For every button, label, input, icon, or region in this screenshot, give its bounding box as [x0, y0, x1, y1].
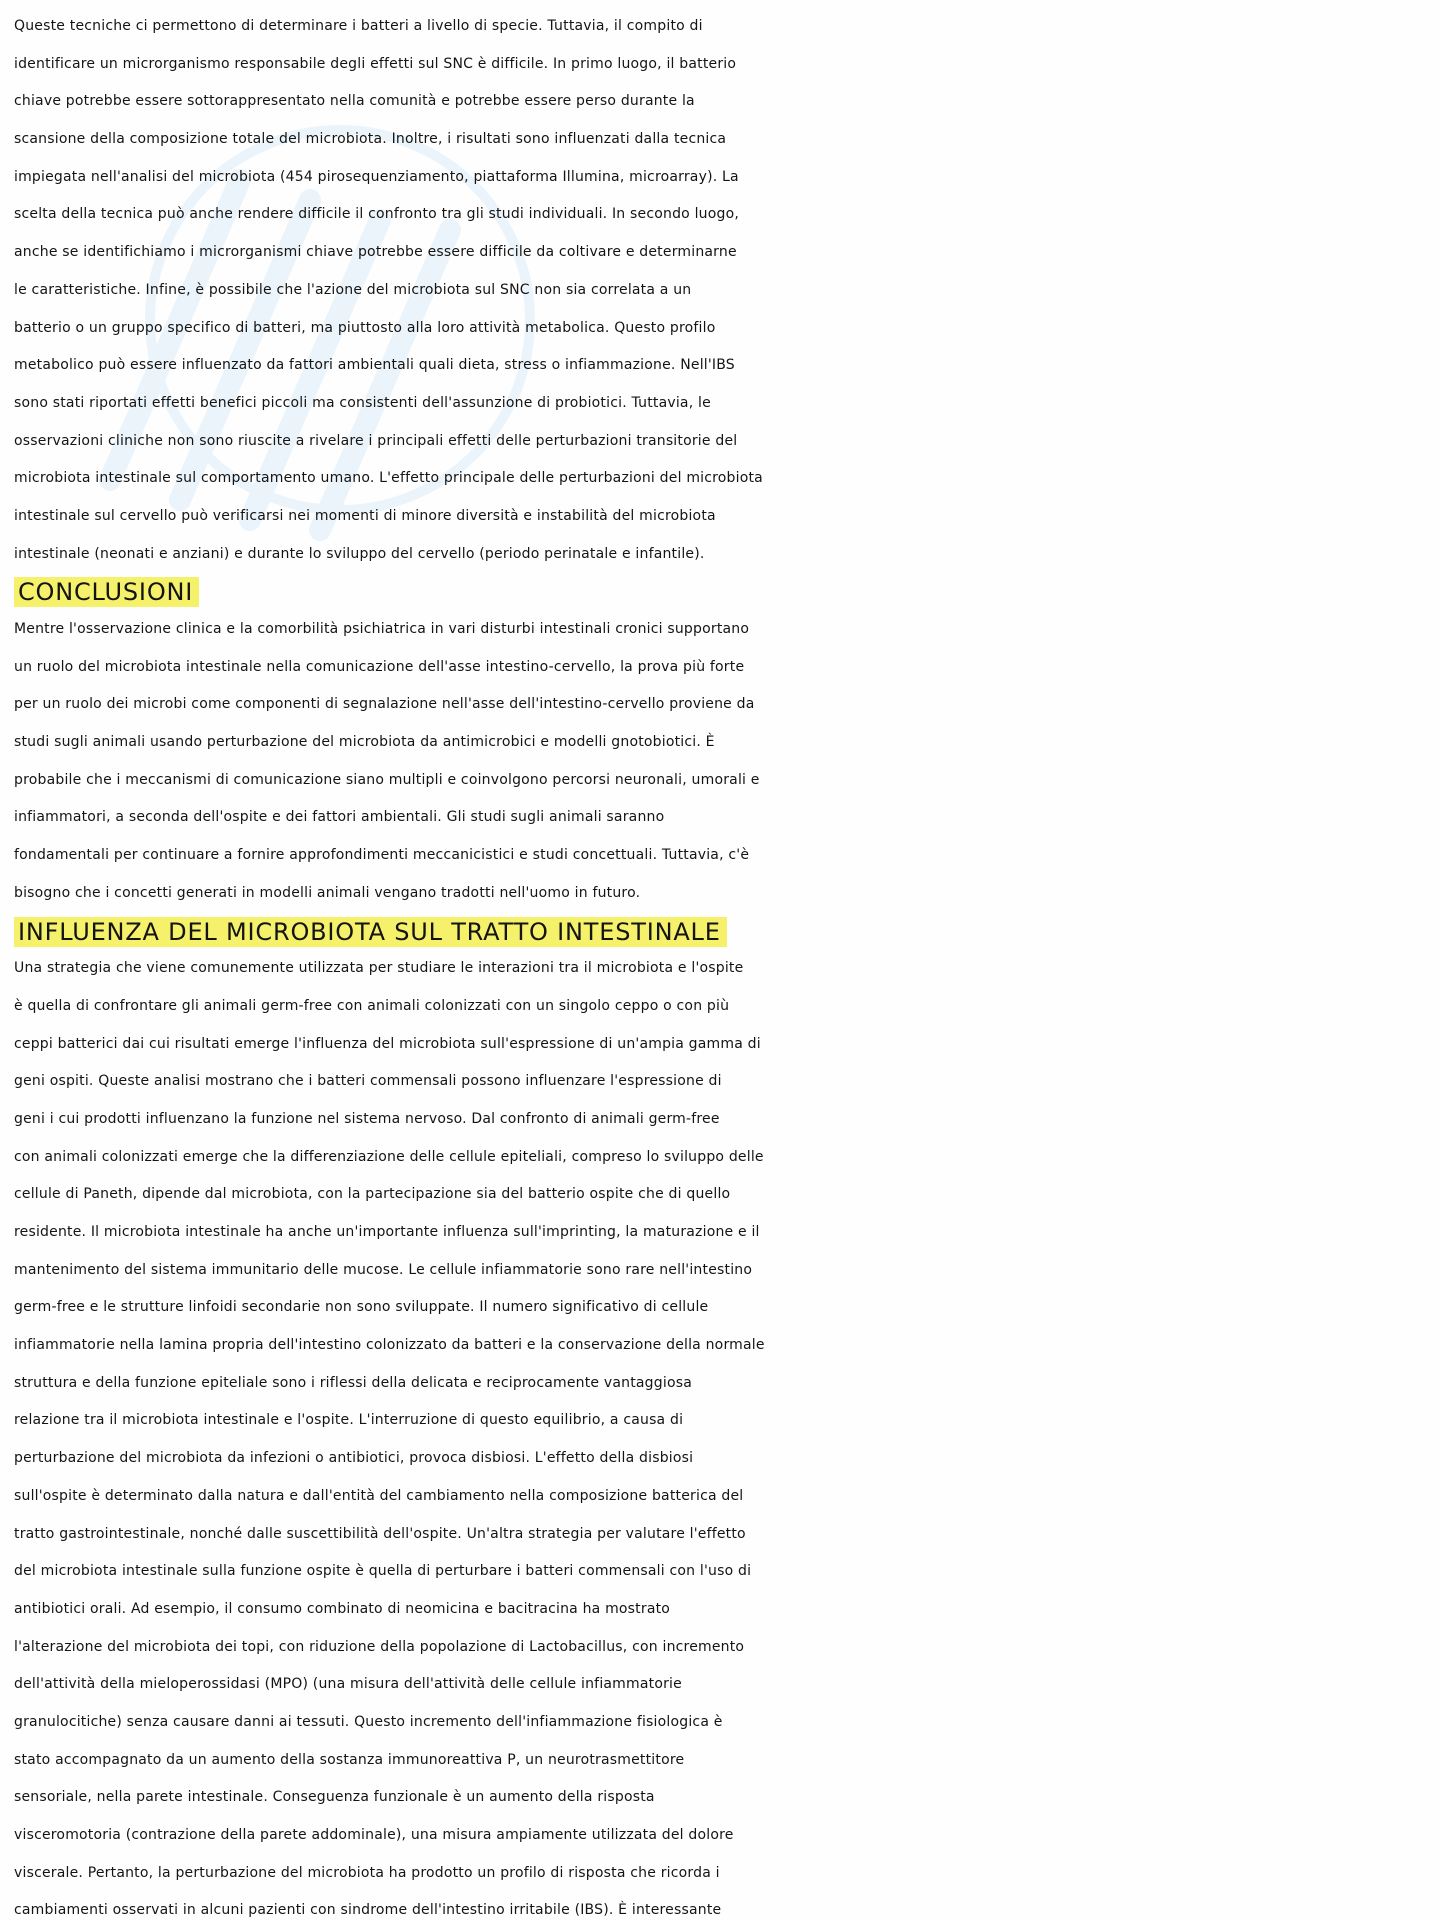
section-heading: CONCLUSIONI [14, 577, 199, 607]
text-line: Mentre l'osservazione clinica e la comorbilità psichiatrica in vari disturbi intestinali cronici supportano [14, 621, 750, 637]
text-line: le caratteristiche. Infine, è possibile che l'azione del microbiota sul SNC non sia correlata a un [14, 281, 692, 298]
text-line: geni ospiti. Queste analisi mostrano che i batteri commensali possono influenzare l'espressione di [14, 1073, 722, 1090]
text-line: un ruolo del microbiota intestinale nella comunicazione dell'asse intestino-cervello, la prova più forte [14, 658, 745, 675]
text-line: infiammatori, a seconda dell'ospite e dei fattori ambientali. Gli studi sugli animali saranno [14, 809, 665, 826]
text-line: identificare un microrganismo responsabile degli effetti sul SNC è difficile. In primo luogo, il batterio [14, 55, 737, 72]
text-line: sensoriale, nella parete intestinale. Conseguenza funzionale è un aumento della risposta [14, 1789, 655, 1806]
text-line: relazione tra il microbiota intestinale e l'ospite. L'interruzione di questo equilibrio, a causa di [14, 1412, 684, 1429]
section-heading-line [14, 913, 1426, 951]
text-line: infiammatorie nella lamina propria dell'intestino colonizzato da batteri e la conservazione della normale [14, 1337, 765, 1354]
text-line: scelta della tecnica può anche rendere difficile il confronto tra gli studi individuali. In secondo luogo, [14, 206, 740, 223]
section-intro [14, 8, 1426, 573]
section-heading: INFLUENZA DEL MICROBIOTA SUL TRATTO INTESTINALE [14, 917, 727, 947]
text-line: Una strategia che viene comunemente utilizzata per studiare le interazioni tra il microbiota e l'ospite [14, 960, 744, 977]
text-line: sull'ospite è determinato dalla natura e dall'entità del cambiamento nella composizione batterica del [14, 1487, 744, 1504]
text-line: anche se identifichiamo i microrganismi chiave potrebbe essere difficile da coltivare e determinarne [14, 244, 737, 261]
text-line: per un ruolo dei microbi come componenti di segnalazione nell'asse dell'intestino-cervello proviene da [14, 696, 755, 713]
text-line: fondamentali per continuare a fornire approfondimenti meccanicistici e studi concettuali. Tuttavia, c'è [14, 847, 750, 864]
text-line: germ-free e le strutture linfoidi secondarie non sono sviluppate. Il numero significativo di cellule [14, 1299, 709, 1316]
section-influenza [14, 913, 1426, 1920]
paragraph [14, 8, 1426, 573]
text-line: stato accompagnato da un aumento della sostanza immunoreattiva P, un neurotrasmettitore [14, 1751, 685, 1768]
text-line: Queste tecniche ci permettono di determinare i batteri a livello di specie. Tuttavia, il compito di [14, 18, 703, 34]
text-line: scansione della composizione totale del microbiota. Inoltre, i risultati sono influenzati dalla tecnica [14, 131, 727, 148]
text-line: intestinale (neonati e anziani) e durante lo sviluppo del cervello (periodo perinatale e infantile). [14, 545, 705, 562]
text-line: l'alterazione del microbiota dei topi, con riduzione della popolazione di Lactobacillus, con incremento [14, 1638, 745, 1655]
text-line: granulocitiche) senza causare danni ai tessuti. Questo incremento dell'infiammazione fisiologica è [14, 1713, 723, 1730]
text-line: viscerale. Pertanto, la perturbazione del microbiota ha prodotto un profilo di risposta che ricorda i [14, 1864, 720, 1881]
text-line: chiave potrebbe essere sottorappresentato nella comunità e potrebbe essere perso durante la [14, 93, 695, 110]
text-line: struttura e della funzione epiteliale sono i riflessi della delicata e reciprocamente vantaggiosa [14, 1374, 692, 1391]
text-line: è quella di confrontare gli animali germ-free con animali colonizzati con un singolo ceppo o con più [14, 997, 730, 1014]
document-body [14, 8, 1426, 1920]
text-line: studi sugli animali usando perturbazione del microbiota da antimicrobici e modelli gnotobiotici. È [14, 734, 715, 751]
paragraph [14, 950, 1426, 1920]
text-line: antibiotici orali. Ad esempio, il consumo combinato di neomicina e bacitracina ha mostrato [14, 1600, 671, 1617]
text-line: ceppi batterici dai cui risultati emerge l'influenza del microbiota sull'espressione di un'ampia gamma di [14, 1035, 761, 1052]
section-conclusioni [14, 573, 1426, 912]
paragraph [14, 611, 1426, 913]
text-line: probabile che i meccanismi di comunicazione siano multipli e coinvolgono percorsi neuronali, umorali e [14, 771, 760, 788]
text-line: osservazioni cliniche non sono riuscite a rivelare i principali effetti delle perturbazioni transitorie del [14, 432, 738, 449]
text-line: metabolico può essere influenzato da fattori ambientali quali dieta, stress o infiammazione. Nell'IBS [14, 357, 735, 374]
text-line: geni i cui prodotti influenzano la funzione nel sistema nervoso. Dal confronto di animali germ-free [14, 1110, 720, 1127]
text-line: batterio o un gruppo specifico di batteri, ma piuttosto alla loro attività metabolica. Questo profilo [14, 319, 716, 336]
text-line: residente. Il microbiota intestinale ha anche un'importante influenza sull'imprinting, la maturazione e il [14, 1224, 760, 1240]
text-line: impiegata nell'analisi del microbiota (454 pirosequenziamento, piattaforma Illumina, microarray). La [14, 168, 739, 185]
text-line: tratto gastrointestinale, nonché dalle suscettibilità dell'ospite. Un'altra strategia per valutare l'effetto [14, 1525, 746, 1542]
text-line: con animali colonizzati emerge che la differenziazione delle cellule epiteliali, compreso lo sviluppo delle [14, 1148, 764, 1165]
text-line: perturbazione del microbiota da infezioni o antibiotici, provoca disbiosi. L'effetto della disbiosi [14, 1450, 694, 1467]
text-line: mantenimento del sistema immunitario delle mucose. Le cellule infiammatorie sono rare nell'intestino [14, 1261, 753, 1278]
text-line: cellule di Paneth, dipende dal microbiota, con la partecipazione sia del batterio ospite che di quello [14, 1186, 731, 1203]
text-line: intestinale sul cervello può verificarsi nei momenti di minore diversità e instabilità del microbiota [14, 507, 716, 524]
text-line: dell'attività della mieloperossidasi (MPO) (una misura dell'attività delle cellule infiammatorie [14, 1676, 682, 1693]
text-line: microbiota intestinale sul comportamento umano. L'effetto principale delle perturbazioni del microbiota [14, 470, 763, 487]
text-line: cambiamenti osservati in alcuni pazienti con sindrome dell'intestino irritabile (IBS). È interessante [14, 1902, 722, 1919]
text-line: bisogno che i concetti generati in modelli animali vengano tradotti nell'uomo in futuro. [14, 884, 641, 901]
section-heading-line [14, 573, 1426, 611]
text-line: del microbiota intestinale sulla funzione ospite è quella di perturbare i batteri commensali con l'uso di [14, 1563, 752, 1580]
text-line: sono stati riportati effetti benefici piccoli ma consistenti dell'assunzione di probiotici. Tuttavia, le [14, 394, 711, 411]
text-line: visceromotoria (contrazione della parete addominale), una misura ampiamente utilizzata del dolore [14, 1827, 734, 1843]
